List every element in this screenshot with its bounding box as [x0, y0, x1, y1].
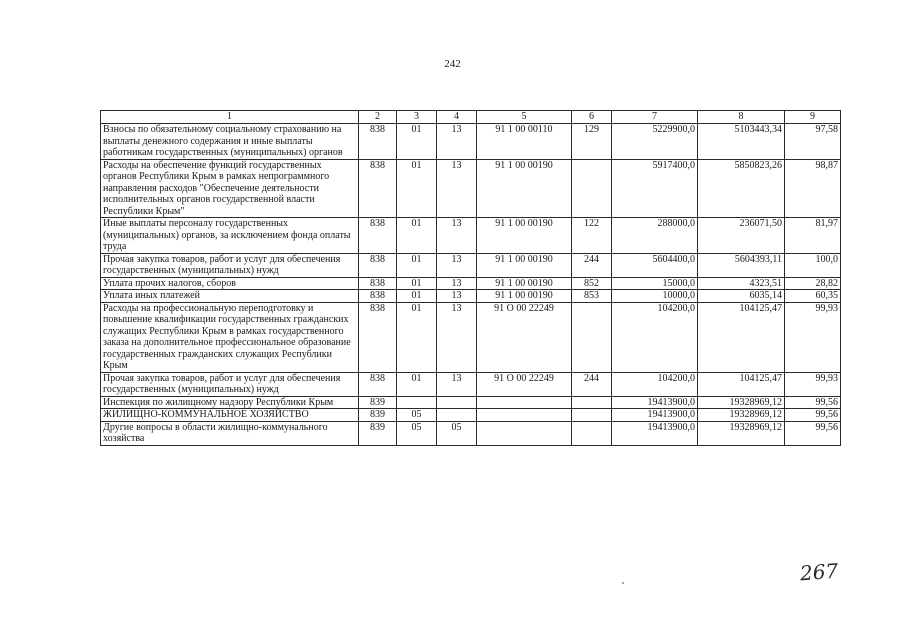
cell-actual: 4323,51: [698, 277, 785, 290]
cell-planned: 5229900,0: [612, 124, 698, 160]
cell-vr: 852: [572, 277, 612, 290]
cell-csr: 91 1 00 00110: [477, 124, 572, 160]
cell-podrazdel: 13: [437, 372, 477, 396]
cell-podrazdel: 13: [437, 159, 477, 218]
table-row: [101, 290, 841, 303]
cell-glava: 838: [359, 290, 397, 303]
cell-glava: 838: [359, 277, 397, 290]
row-name: Уплата прочих налогов, сборов: [101, 277, 359, 290]
cell-glava: 839: [359, 396, 397, 409]
cell-podrazdel: 13: [437, 218, 477, 254]
cell-planned: 104200,0: [612, 302, 698, 372]
cell-razdel: 01: [397, 218, 437, 254]
row-name: Прочая закупка товаров, работ и услуг для обеспечения государственных (муниципальных) нужд: [101, 253, 359, 277]
cell-planned: 5917400,0: [612, 159, 698, 218]
table-row: [101, 159, 841, 218]
cell-planned: 104200,0: [612, 372, 698, 396]
header-cell: 1: [101, 111, 359, 124]
table-row: [101, 396, 841, 409]
cell-csr: 91 1 00 00190: [477, 218, 572, 254]
cell-glava: 838: [359, 372, 397, 396]
cell-planned: 288000,0: [612, 218, 698, 254]
header-cell: 5: [477, 111, 572, 124]
handwritten-page-number: 267: [799, 558, 839, 586]
cell-percent: 98,87: [785, 159, 841, 218]
cell-planned: 19413900,0: [612, 421, 698, 445]
cell-actual: 6035,14: [698, 290, 785, 303]
cell-razdel: 05: [397, 421, 437, 445]
cell-percent: 97,58: [785, 124, 841, 160]
cell-glava: 838: [359, 218, 397, 254]
cell-planned: 15000,0: [612, 277, 698, 290]
row-name: Расходы на обеспечение функций государственных органов Республики Крым в рамках непрограммного направления расходов "Обеспечение деятельности исполнительных органов государственной власти Республики Крым": [101, 159, 359, 218]
table-row: [101, 124, 841, 160]
cell-vr: [572, 159, 612, 218]
row-name: Уплата иных платежей: [101, 290, 359, 303]
cell-vr: 244: [572, 372, 612, 396]
row-name: Расходы на профессиональную переподготовку и повышение квалификации государственных гражданских служащих Республики Крым в рамках государственного заказа на дополнительное профессиональное образование государственных гражданских служащих Республики Крым: [101, 302, 359, 372]
table-row: [101, 218, 841, 254]
cell-podrazdel: [437, 396, 477, 409]
budget-table: [100, 110, 841, 446]
cell-percent: 100,0: [785, 253, 841, 277]
cell-percent: 60,35: [785, 290, 841, 303]
header-cell: 6: [572, 111, 612, 124]
cell-glava: 838: [359, 253, 397, 277]
cell-glava: 839: [359, 421, 397, 445]
cell-podrazdel: 05: [437, 421, 477, 445]
cell-actual: 19328969,12: [698, 421, 785, 445]
cell-planned: 10000,0: [612, 290, 698, 303]
cell-razdel: 05: [397, 409, 437, 422]
row-name: ЖИЛИЩНО-КОММУНАЛЬНОЕ ХОЗЯЙСТВО: [101, 409, 359, 422]
row-name: Прочая закупка товаров, работ и услуг для обеспечения государственных (муниципальных) нужд: [101, 372, 359, 396]
cell-vr: [572, 302, 612, 372]
cell-vr: [572, 396, 612, 409]
header-cell: 9: [785, 111, 841, 124]
cell-podrazdel: 13: [437, 277, 477, 290]
cell-csr: [477, 409, 572, 422]
cell-actual: 19328969,12: [698, 409, 785, 422]
cell-vr: 244: [572, 253, 612, 277]
cell-csr: 91 1 00 00190: [477, 290, 572, 303]
table-row: [101, 277, 841, 290]
cell-percent: 99,93: [785, 372, 841, 396]
cell-razdel: 01: [397, 159, 437, 218]
header-cell: 4: [437, 111, 477, 124]
table-row: [101, 253, 841, 277]
cell-glava: 839: [359, 409, 397, 422]
cell-csr: 91 1 00 00190: [477, 159, 572, 218]
cell-actual: 104125,47: [698, 372, 785, 396]
cell-vr: 129: [572, 124, 612, 160]
table-row: [101, 421, 841, 445]
cell-glava: 838: [359, 159, 397, 218]
cell-glava: 838: [359, 302, 397, 372]
cell-planned: 19413900,0: [612, 409, 698, 422]
row-name: Инспекция по жилищному надзору Республики Крым: [101, 396, 359, 409]
cell-actual: 19328969,12: [698, 396, 785, 409]
cell-glava: 838: [359, 124, 397, 160]
cell-percent: 99,56: [785, 409, 841, 422]
cell-vr: [572, 421, 612, 445]
header-cell: 2: [359, 111, 397, 124]
table-row: [101, 302, 841, 372]
cell-percent: 81,97: [785, 218, 841, 254]
header-cell: 8: [698, 111, 785, 124]
cell-actual: 5103443,34: [698, 124, 785, 160]
cell-percent: 28,82: [785, 277, 841, 290]
header-cell: 3: [397, 111, 437, 124]
cell-podrazdel: 13: [437, 290, 477, 303]
cell-podrazdel: 13: [437, 124, 477, 160]
cell-razdel: 01: [397, 372, 437, 396]
cell-razdel: [397, 396, 437, 409]
cell-percent: 99,56: [785, 421, 841, 445]
cell-razdel: 01: [397, 253, 437, 277]
cell-csr: 91 О 00 22249: [477, 302, 572, 372]
cell-vr: [572, 409, 612, 422]
cell-csr: 91 1 00 00190: [477, 253, 572, 277]
cell-razdel: 01: [397, 290, 437, 303]
cell-percent: 99,93: [785, 302, 841, 372]
scan-speck: [622, 582, 624, 584]
cell-vr: 853: [572, 290, 612, 303]
cell-csr: [477, 421, 572, 445]
table-row: [101, 409, 841, 422]
page-number: 242: [444, 58, 461, 70]
cell-vr: 122: [572, 218, 612, 254]
cell-actual: 5604393,11: [698, 253, 785, 277]
cell-planned: 19413900,0: [612, 396, 698, 409]
cell-podrazdel: [437, 409, 477, 422]
table-header-row: [101, 111, 841, 124]
cell-csr: 91 О 00 22249: [477, 372, 572, 396]
row-name: Иные выплаты персоналу государственных (муниципальных) органов, за исключением фонда оплаты труда: [101, 218, 359, 254]
cell-percent: 99,56: [785, 396, 841, 409]
row-name: Взносы по обязательному социальному страхованию на выплаты денежного содержания и иные выплаты работникам государственных (муниципальных) органов: [101, 124, 359, 160]
cell-razdel: 01: [397, 302, 437, 372]
cell-csr: 91 1 00 00190: [477, 277, 572, 290]
cell-actual: 5850823,26: [698, 159, 785, 218]
cell-razdel: 01: [397, 277, 437, 290]
cell-podrazdel: 13: [437, 253, 477, 277]
cell-csr: [477, 396, 572, 409]
cell-actual: 104125,47: [698, 302, 785, 372]
cell-razdel: 01: [397, 124, 437, 160]
table-row: [101, 372, 841, 396]
cell-actual: 236071,50: [698, 218, 785, 254]
cell-podrazdel: 13: [437, 302, 477, 372]
cell-planned: 5604400,0: [612, 253, 698, 277]
row-name: Другие вопросы в области жилищно-коммунального хозяйства: [101, 421, 359, 445]
header-cell: 7: [612, 111, 698, 124]
